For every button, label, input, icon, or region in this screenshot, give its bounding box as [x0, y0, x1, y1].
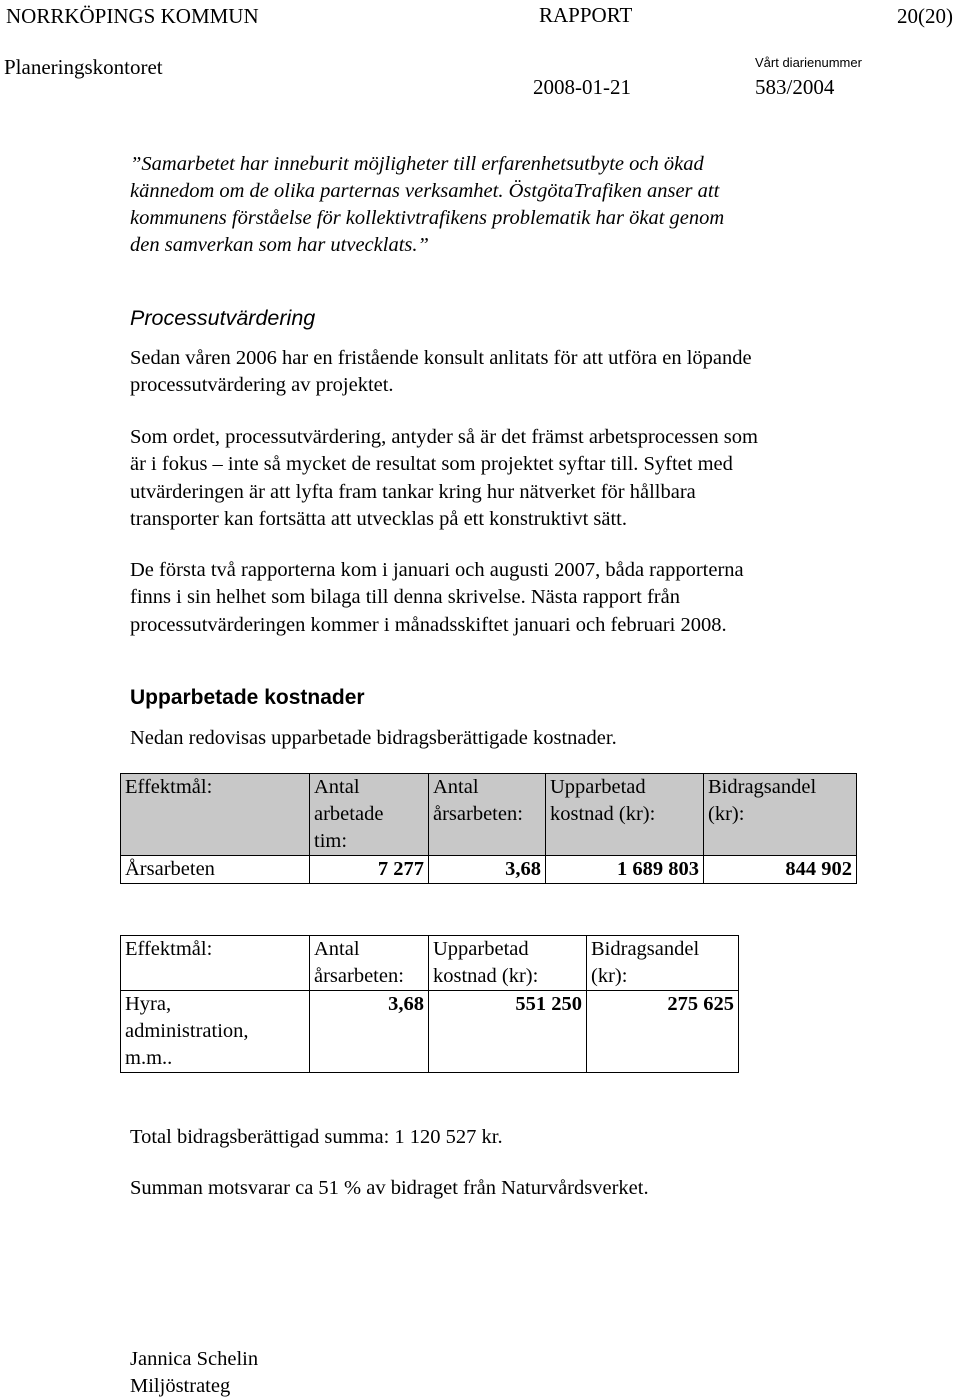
header-text: Antal: [314, 776, 360, 798]
section-heading-processutvardering: Processutvärdering: [130, 306, 316, 330]
row-label: Årsarbeten: [121, 856, 310, 884]
cell-fte: 3,68: [310, 991, 429, 1073]
paragraph-line: processutvärderingen kommer i månadsskiftet januari och februari 2008.: [130, 613, 727, 636]
table-row: [121, 856, 857, 884]
paragraph-line: är i fokus – inte så mycket de resultat som projektet syftar till. Syftet med: [130, 453, 733, 476]
header-cell: [546, 774, 704, 856]
cost-table-2: [120, 935, 739, 1073]
share-text: Summan motsvarar ca 51 % av bidraget från Naturvårdsverket.: [130, 1177, 649, 1199]
org-name: NORRKÖPINGS KOMMUN: [6, 4, 259, 28]
header-text: arbetade: [314, 803, 384, 825]
header-cell: [121, 936, 310, 991]
report-date: 2008-01-21: [533, 75, 631, 99]
paragraph-line: Sedan våren 2006 har en fristående konsult anlitats för att utföra en löpande: [130, 347, 752, 369]
signature-title: Miljöstrateg: [130, 1375, 231, 1397]
cost-table-1: [120, 773, 857, 884]
paragraph-line: finns i sin helhet som bilaga till denna skrivelse. Nästa rapport från: [130, 586, 680, 609]
quote-line: ”Samarbetet har inneburit möjligheter till erfarenhetsutbyte och ökad: [130, 153, 704, 175]
paragraph-line: De första två rapporterna kom i januari och augusti 2007, båda rapporterna: [130, 559, 744, 581]
cell-cost: 551 250: [429, 991, 587, 1073]
cell-share: 844 902: [704, 856, 857, 884]
header-text: Upparbetad: [433, 938, 529, 960]
total-sum: Total bidragsberättigad summa: 1 120 527 kr.: [130, 1126, 503, 1148]
paragraph: [130, 557, 744, 639]
table-row: [121, 991, 739, 1073]
quote-line: kännedom om de olika parternas verksamhet. ÖstgötaTrafiken anser att: [130, 180, 720, 202]
header-cell: [429, 936, 587, 991]
table-header-row: [121, 936, 739, 991]
header-text: årsarbeten:: [314, 965, 404, 987]
cell-hours: 7 277: [310, 856, 429, 884]
paragraph-line: Som ordet, processutvärdering, antyder så är det främst arbetsprocessen som: [130, 426, 758, 448]
header-text: Bidragsandel: [591, 938, 700, 960]
header-text: kostnad (kr):: [550, 803, 656, 825]
header-cell: [121, 774, 310, 856]
header-cell: [704, 774, 857, 856]
header-text: årsarbeten:: [433, 803, 523, 825]
header-cell: [587, 936, 739, 991]
header-text: kostnad (kr):: [433, 965, 539, 987]
doc-type: RAPPORT: [539, 3, 633, 27]
row-label-line: administration,: [125, 1020, 249, 1042]
header-cell: [310, 774, 429, 856]
paragraph-line: transporter kan fortsätta att utvecklas på ett konstruktivt sätt.: [130, 507, 627, 530]
intro-text: Nedan redovisas upparbetade bidragsberättigade kostnader.: [130, 727, 617, 749]
header-text: Bidragsandel: [708, 776, 817, 798]
quote-line: kommunens förståelse för kollektivtrafikens problematik har ökat genom: [130, 207, 725, 229]
row-label: [121, 991, 310, 1073]
page-number: 20(20): [897, 4, 953, 28]
department: Planeringskontoret: [4, 55, 163, 79]
reg-number-label: Vårt diarienummer: [755, 55, 862, 70]
cell-share: 275 625: [587, 991, 739, 1073]
paragraph-line: utvärderingen är att lyfta fram tankar kring hur nätverket för hållbara: [130, 480, 696, 503]
table-header-row: [121, 774, 857, 856]
header-text: Antal: [314, 938, 360, 960]
header-text: Effektmål:: [125, 938, 213, 960]
quote-block: [130, 151, 724, 259]
quote-line: den samverkan som har utvecklats.”: [130, 234, 429, 256]
header-cell: [429, 774, 546, 856]
header-text: Effektmål:: [125, 776, 213, 798]
section-heading-kostnader: Upparbetade kostnader: [130, 686, 365, 709]
header-text: Antal: [433, 776, 479, 798]
row-label-line: Hyra,: [125, 993, 172, 1015]
row-label-line: m.m..: [125, 1047, 173, 1069]
cell-fte: 3,68: [429, 856, 546, 884]
paragraph: [130, 424, 758, 533]
header-text: (kr):: [591, 965, 628, 987]
paragraph: [130, 345, 752, 400]
header-text: Upparbetad: [550, 776, 646, 798]
signature-name: Jannica Schelin: [130, 1348, 259, 1370]
paragraph-line: processutvärdering av projektet.: [130, 374, 394, 397]
header-cell: [310, 936, 429, 991]
reg-number: 583/2004: [755, 75, 835, 99]
header-text: tim:: [314, 830, 348, 852]
cell-cost: 1 689 803: [546, 856, 704, 884]
header-text: (kr):: [708, 803, 745, 825]
